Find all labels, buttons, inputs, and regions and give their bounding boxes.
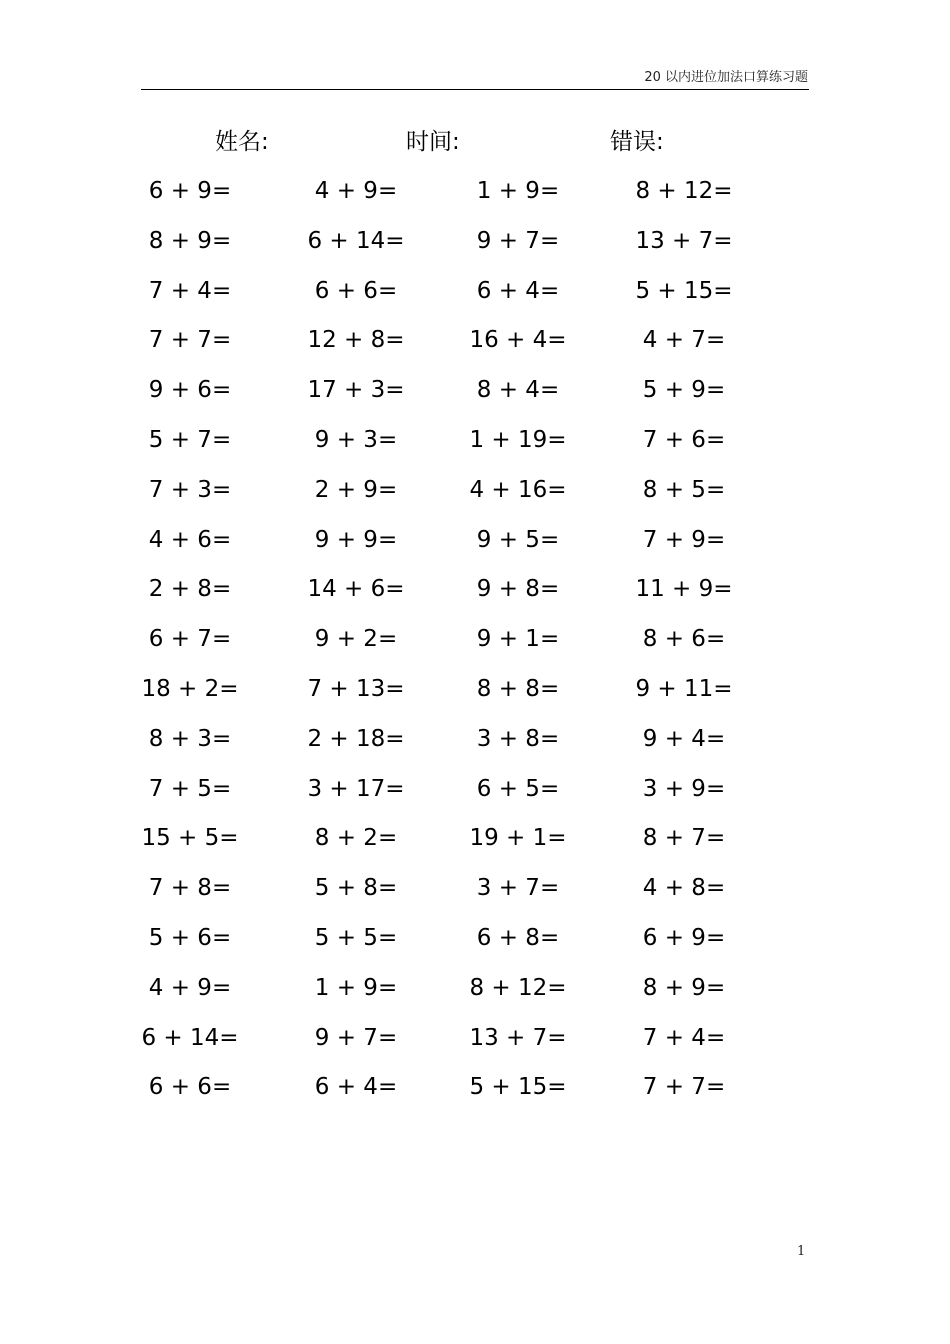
problem-item: 6 + 6= [314, 277, 398, 304]
problem-item: 15 + 5= [141, 825, 239, 852]
problem-item: 9 + 7= [476, 227, 560, 254]
problem-item: 6 + 4= [476, 277, 560, 304]
problem-item: 2 + 18= [307, 725, 405, 752]
problem-item: 4 + 9= [148, 974, 232, 1001]
problem-item: 6 + 14= [141, 1024, 239, 1051]
problem-item: 9 + 9= [314, 526, 398, 553]
problem-item: 8 + 12= [635, 178, 733, 204]
problem-item: 5 + 5= [314, 925, 398, 951]
problem-item: 7 + 7= [148, 327, 232, 354]
problem-item: 6 + 14= [307, 227, 405, 254]
problem-item: 8 + 5= [642, 476, 726, 503]
problem-item: 7 + 9= [642, 526, 726, 553]
problem-item: 6 + 6= [148, 1074, 232, 1101]
time-field-label: 时间: [406, 129, 460, 155]
problem-item: 7 + 8= [148, 875, 232, 902]
problem-item: 16 + 4= [469, 327, 567, 354]
problem-item: 8 + 2= [314, 825, 398, 852]
problem-item: 8 + 8= [476, 676, 560, 702]
problem-item: 9 + 8= [476, 576, 560, 603]
problem-item: 4 + 7= [642, 327, 726, 354]
problem-item: 17 + 3= [307, 377, 405, 404]
problem-item: 6 + 7= [148, 626, 232, 653]
problem-item: 5 + 6= [148, 925, 232, 951]
page-number: 1 [797, 1244, 806, 1259]
errors-field-label: 错误: [610, 129, 664, 155]
problem-item: 7 + 7= [642, 1074, 726, 1101]
problem-item: 6 + 9= [148, 178, 232, 204]
problem-item: 8 + 7= [642, 825, 726, 852]
problem-item: 8 + 9= [148, 227, 232, 254]
problem-item: 2 + 8= [148, 576, 232, 603]
problem-item: 8 + 4= [476, 377, 560, 404]
problem-item: 4 + 9= [314, 178, 398, 204]
problem-item: 9 + 5= [476, 526, 560, 553]
problem-item: 9 + 3= [314, 427, 398, 453]
problem-item: 13 + 7= [469, 1024, 567, 1051]
problem-item: 6 + 8= [476, 925, 560, 951]
problem-item: 3 + 9= [642, 775, 726, 802]
problem-item: 5 + 15= [469, 1074, 567, 1101]
name-field-label: 姓名: [215, 129, 269, 155]
problem-item: 7 + 5= [148, 775, 232, 802]
problem-item: 3 + 8= [476, 725, 560, 752]
problem-item: 14 + 6= [307, 576, 405, 603]
problem-item: 8 + 9= [642, 974, 726, 1001]
problem-item: 12 + 8= [307, 327, 405, 354]
problem-item: 3 + 7= [476, 875, 560, 902]
problem-item: 5 + 8= [314, 875, 398, 902]
problem-item: 7 + 3= [148, 476, 232, 503]
problem-item: 4 + 6= [148, 526, 232, 553]
problem-item: 9 + 2= [314, 626, 398, 653]
problem-item: 9 + 11= [635, 676, 733, 702]
problem-item: 1 + 9= [314, 974, 398, 1001]
problem-item: 6 + 4= [314, 1074, 398, 1101]
problem-item: 4 + 8= [642, 875, 726, 902]
problem-item: 11 + 9= [635, 576, 733, 603]
problem-item: 4 + 16= [469, 476, 567, 503]
problem-item: 1 + 9= [476, 178, 560, 204]
problem-item: 8 + 12= [469, 974, 567, 1001]
problem-item: 6 + 5= [476, 775, 560, 802]
problem-item: 5 + 15= [635, 277, 733, 304]
problem-item: 6 + 9= [642, 925, 726, 951]
problem-item: 9 + 4= [642, 725, 726, 752]
problem-item: 3 + 17= [307, 775, 405, 802]
problem-item: 8 + 3= [148, 725, 232, 752]
problem-item: 5 + 7= [148, 427, 232, 453]
header-rule [141, 89, 809, 90]
problem-item: 9 + 6= [148, 377, 232, 404]
problem-item: 7 + 13= [307, 676, 405, 702]
header-title: 20 以内进位加法口算练习题 [644, 70, 808, 85]
problem-item: 8 + 6= [642, 626, 726, 653]
problem-item: 7 + 6= [642, 427, 726, 453]
problem-item: 19 + 1= [469, 825, 567, 852]
problem-item: 13 + 7= [635, 227, 733, 254]
problem-item: 7 + 4= [148, 277, 232, 304]
problem-item: 7 + 4= [642, 1024, 726, 1051]
problem-item: 9 + 7= [314, 1024, 398, 1051]
problem-item: 9 + 1= [476, 626, 560, 653]
problem-item: 2 + 9= [314, 476, 398, 503]
problem-item: 5 + 9= [642, 377, 726, 404]
problem-item: 1 + 19= [469, 427, 567, 453]
problem-item: 18 + 2= [141, 676, 239, 702]
